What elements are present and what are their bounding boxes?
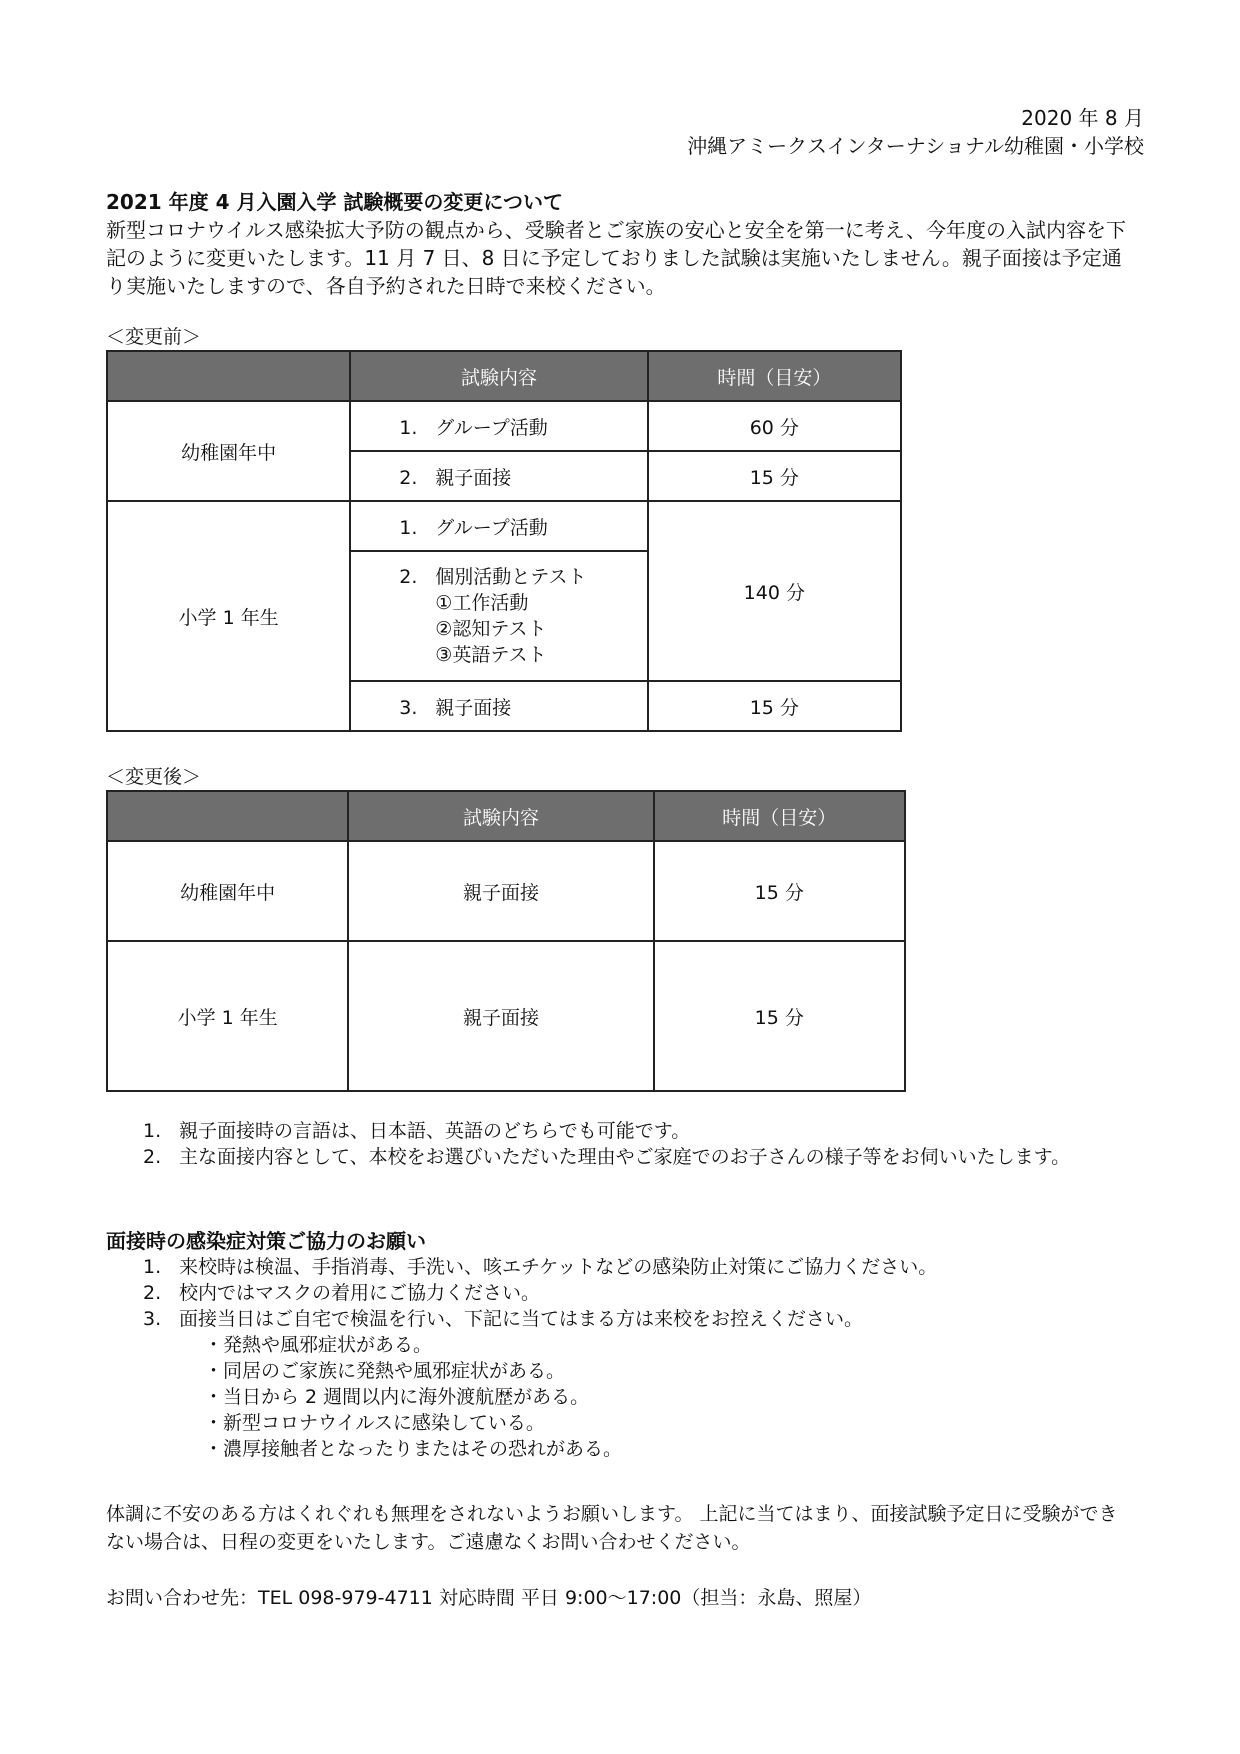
exam-time: 15 分 (654, 841, 905, 941)
exam-item: 親子面接 (348, 841, 653, 941)
list-item (143, 1254, 1136, 1280)
item-label: 親子面接 (435, 696, 512, 719)
notes-section (143, 1118, 1133, 1170)
exam-item (350, 451, 647, 501)
exam-time: 15 分 (648, 451, 901, 501)
exam-item (350, 501, 647, 551)
bullet-item: ・新型コロナウイルスに感染している。 (204, 1412, 545, 1434)
group-kindergarten: 幼稚園年中 (107, 841, 348, 941)
item-number: 1. (399, 516, 418, 539)
item-label: グループ活動 (435, 516, 548, 539)
bullet-item: ・発熱や風邪症状がある。 (204, 1334, 433, 1356)
exam-time: 140 分 (648, 501, 901, 681)
table-header-row (107, 791, 905, 841)
item-number: 3. (143, 1308, 162, 1330)
item-number: 1. (399, 416, 418, 439)
contact-info: お問い合わせ先：TEL 098-979-4711 対応時間 平日 9:00～17:00（担当：永島、照屋） (106, 1587, 872, 1609)
item-label: 個別活動とテスト (435, 566, 587, 588)
item-number: 1. (143, 1256, 162, 1278)
exam-item (350, 551, 647, 681)
item-number: 3. (399, 696, 418, 719)
sub-item: ①工作活動 (435, 592, 529, 614)
item-label: グループ活動 (435, 416, 548, 439)
sub-item: ②認知テスト (435, 618, 547, 640)
infection-section (106, 1228, 1136, 1462)
table-header-row (107, 351, 901, 401)
group-kindergarten: 幼稚園年中 (107, 401, 350, 501)
header-content: 試験内容 (350, 351, 647, 401)
after-label: ＜変更後＞ (106, 766, 202, 788)
item-number: 2. (399, 566, 418, 588)
item-label: 親子面接 (435, 466, 512, 489)
list-item (143, 1118, 1133, 1144)
bullet-item: ・濃厚接触者となったりまたはその恐れがある。 (204, 1438, 623, 1460)
infection-title: 面接時の感染症対策ご協力のお願い (106, 1229, 426, 1253)
header-empty (107, 791, 348, 841)
table-row (107, 501, 901, 551)
item-number: 2. (143, 1146, 162, 1168)
bullet-item: ・当日から 2 週間以内に海外渡航歴がある。 (204, 1386, 590, 1408)
header-empty (107, 351, 350, 401)
group-elementary: 小学 1 年生 (107, 941, 348, 1091)
table-row (107, 841, 905, 941)
sub-item: ③英語テスト (435, 644, 547, 666)
bullet-item: ・同居のご家族に発熱や風邪症状がある。 (204, 1360, 566, 1382)
header-time: 時間（目安） (654, 791, 905, 841)
item-text: 校内ではマスクの着用にご協力ください。 (179, 1282, 541, 1304)
list-item (143, 1306, 1136, 1332)
header-time: 時間（目安） (648, 351, 901, 401)
item-text: 来校時は検温、手指消毒、手洗い、咳エチケットなどの感染防止対策にご協力ください。 (179, 1256, 938, 1278)
item-text: 親子面接時の言語は、日本語、英語のどちらでも可能です。 (179, 1120, 691, 1142)
intro-section (106, 188, 1136, 300)
after-table (106, 790, 906, 1092)
exam-time: 15 分 (648, 681, 901, 731)
table-row (107, 941, 905, 1091)
school-name: 沖縄アミークスインターナショナル幼稚園・小学校 (687, 134, 1144, 158)
list-item (143, 1280, 1136, 1306)
before-label: ＜変更前＞ (106, 326, 202, 348)
header-content: 試験内容 (348, 791, 653, 841)
exam-time: 15 分 (654, 941, 905, 1091)
item-number: 2. (143, 1282, 162, 1304)
exam-item (350, 401, 647, 451)
page-title: 2021 年度 4 月入園入学 試験概要の変更について (106, 190, 564, 214)
before-table (106, 350, 902, 732)
exam-item: 親子面接 (348, 941, 653, 1091)
item-number: 2. (399, 466, 418, 489)
list-item (143, 1144, 1133, 1170)
header-block (687, 104, 1144, 160)
item-text: 面接当日はご自宅で検温を行い、下記に当てはまる方は来校をお控えください。 (179, 1308, 864, 1330)
item-text: 主な面接内容として、本校をお選びいただいた理由やご家庭でのお子さんの様子等をお伺いいたします。 (179, 1146, 1071, 1168)
exam-time: 60 分 (648, 401, 901, 451)
closing-paragraph: 体調に不安のある方はくれぐれも無理をされないようお願いします。 上記に当てはまり、面接試験予定日に受験ができない場合は、日程の変更をいたします。ご遠慮なくお問い合わせください。 (106, 1503, 1118, 1553)
group-elementary: 小学 1 年生 (107, 501, 350, 731)
exam-item (350, 681, 647, 731)
item-number: 1. (143, 1120, 162, 1142)
intro-paragraph: 新型コロナウイルス感染拡大予防の観点から、受験者とご家族の安心と安全を第一に考え、今年度の入試内容を下記のように変更いたします。11 月 7 日、8 日に予定しておりました試験は実施いたしません。親子面接は予定通り実施いたしますので、各自予約された日時で来校ください。 (106, 218, 1126, 298)
document-date: 2020 年 8 月 (1021, 106, 1144, 130)
table-row (107, 401, 901, 451)
